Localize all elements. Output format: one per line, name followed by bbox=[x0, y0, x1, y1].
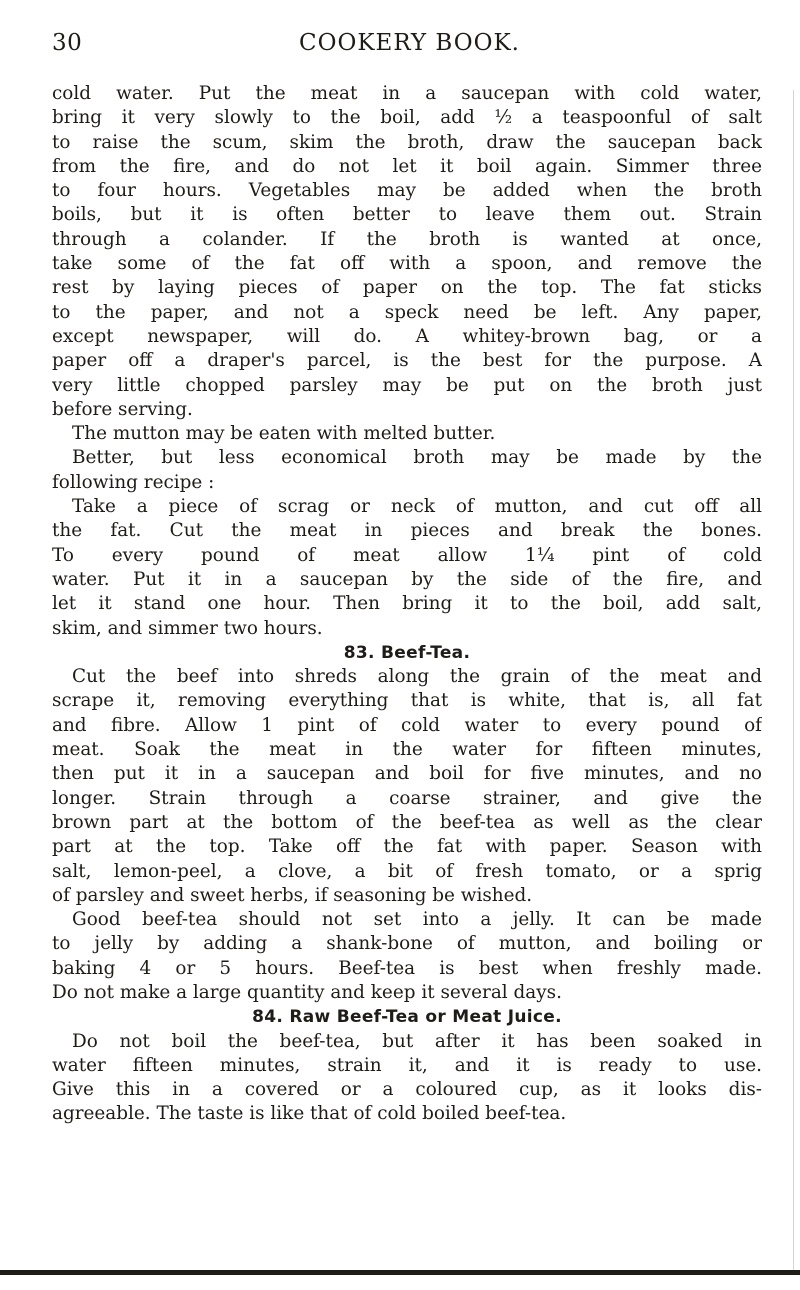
text-line: following recipe : bbox=[52, 471, 215, 493]
text-line: To every pound of meat allow 1¼ pint of cold bbox=[52, 544, 762, 566]
recipe-heading-83: 83. Beef-Tea. bbox=[343, 642, 471, 663]
text-line: water. Put it in a saucepan by the side of the fire, and bbox=[52, 568, 762, 590]
text-line: to four hours. Vegetables may be added when the broth bbox=[52, 180, 762, 202]
text-line: then put it in a saucepan and boil for five minutes, and no bbox=[52, 763, 762, 785]
text-line: the fat. Cut the meat in pieces and break the bones. bbox=[52, 520, 762, 542]
text-line: Do not boil the beef-tea, but after it has been soaked in bbox=[72, 1030, 762, 1052]
running-title: COOKERY BOOK. bbox=[299, 30, 520, 56]
text-line: meat. Soak the meat in the water for fifteen minutes, bbox=[52, 739, 762, 761]
bottom-rule bbox=[0, 1270, 800, 1275]
text-line: baking 4 or 5 hours. Beef-tea is best when freshly made. bbox=[52, 957, 762, 979]
text-line: longer. Strain through a coarse strainer, and give the bbox=[52, 787, 762, 809]
text-line: part at the top. Take off the fat with paper. Season with bbox=[52, 836, 762, 858]
body-text bbox=[52, 82, 762, 1127]
text-line: take some of the fat off with a spoon, and remove the bbox=[52, 253, 762, 275]
text-line: from the fire, and do not let it boil again. Simmer three bbox=[52, 155, 762, 177]
text-line: to the paper, and not a speck need be left. Any paper, bbox=[52, 301, 762, 323]
text-line: let it stand one hour. Then bring it to the boil, add salt, bbox=[52, 593, 762, 615]
text-line: salt, lemon-peel, a clove, a bit of fresh tomato, or a sprig bbox=[52, 860, 762, 882]
text-line: water fifteen minutes, strain it, and it is ready to use. bbox=[52, 1054, 762, 1076]
text-line: rest by laying pieces of paper on the top. The fat sticks bbox=[52, 277, 762, 299]
text-line: very little chopped parsley may be put on the broth just bbox=[52, 374, 762, 396]
text-line: agreeable. The taste is like that of cold boiled beef-tea. bbox=[52, 1103, 567, 1125]
text-line: Cut the beef into shreds along the grain of the meat and bbox=[72, 666, 762, 688]
text-line: cold water. Put the meat in a saucepan with cold water, bbox=[52, 83, 762, 104]
text-line: boils, but it is often better to leave them out. Strain bbox=[52, 204, 762, 226]
text-line: to jelly by adding a shank-bone of mutton, and boiling or bbox=[52, 933, 762, 955]
text-line: scrape it, removing everything that is white, that is, all fat bbox=[52, 690, 762, 712]
text-line: and fibre. Allow 1 pint of cold water to every pound of bbox=[52, 714, 762, 736]
text-line: before serving. bbox=[52, 398, 193, 420]
page-edge-line bbox=[793, 90, 794, 1270]
text-line: to raise the scum, skim the broth, draw the saucepan back bbox=[52, 131, 762, 153]
page-number: 30 bbox=[52, 30, 83, 56]
text-line: except newspaper, will do. A whitey-brown bag, or a bbox=[52, 325, 762, 347]
text-line: paper off a draper's parcel, is the best for the purpose. A bbox=[52, 350, 762, 372]
page-header bbox=[52, 30, 767, 64]
text-line: Better, but less economical broth may be made by the bbox=[72, 447, 762, 469]
text-line: through a colander. If the broth is wanted at once, bbox=[52, 228, 762, 250]
text-line: Do not make a large quantity and keep it several days. bbox=[52, 981, 562, 1003]
text-line: Take a piece of scrag or neck of mutton, and cut off all bbox=[72, 496, 762, 518]
text-line: of parsley and sweet herbs, if seasoning be wished. bbox=[52, 884, 533, 906]
text-line: bring it very slowly to the boil, add ½ a teaspoonful of salt bbox=[52, 107, 762, 129]
text-line: The mutton may be eaten with melted butter. bbox=[72, 423, 496, 445]
text-line: skim, and simmer two hours. bbox=[52, 617, 323, 639]
text-line: brown part at the bottom of the beef-tea as well as the clear bbox=[52, 811, 762, 833]
text-line: Give this in a covered or a coloured cup, as it looks dis- bbox=[52, 1079, 762, 1101]
recipe-heading-84: 84. Raw Beef-Tea or Meat Juice. bbox=[252, 1007, 562, 1028]
text-line: Good beef-tea should not set into a jelly. It can be made bbox=[72, 909, 762, 931]
